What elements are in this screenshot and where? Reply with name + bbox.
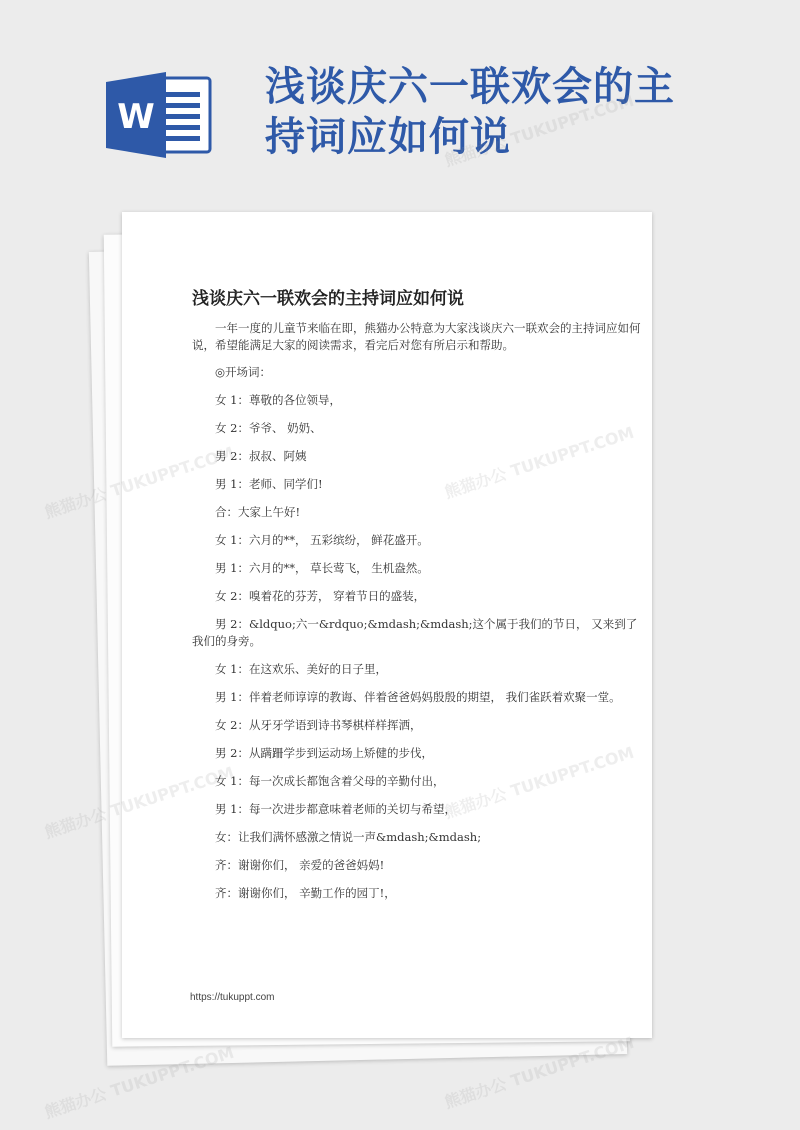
- script-line: 女：让我们满怀感激之情说一声&mdash;&mdash;: [215, 830, 482, 844]
- cover-title: 浅谈庆六一联欢会的主持词应如何说: [265, 64, 675, 160]
- script-line: 女 2：爷爷、 奶奶、: [215, 421, 322, 435]
- footer-url: https://tukuppt.com: [190, 992, 275, 1003]
- script-line: 女 1：在这欢乐、美好的日子里，: [215, 662, 387, 676]
- watermark: 熊猫办公 TUKUPPT.COM: [442, 1032, 637, 1113]
- watermark: 熊猫办公: [42, 484, 109, 523]
- watermark: 熊猫办公: [42, 804, 109, 843]
- document-page: [122, 212, 652, 1038]
- document-title: 浅谈庆六一联欢会的主持词应如何说: [192, 289, 464, 309]
- script-line: 男 1：伴着老师谆谆的教诲、伴着爸爸妈妈殷殷的期望， 我们雀跃着欢聚一堂。: [215, 690, 621, 704]
- script-line: 男 2：从蹒跚学步到运动场上矫健的步伐，: [215, 746, 433, 760]
- intro-paragraph: 一年一度的儿童节来临在即，熊猫办公特意为大家浅谈庆六一联欢会的主持词应如何说，希望能满足大家的阅读需求，看完后对您有所启示和帮助。: [192, 321, 641, 352]
- script-line: 齐：谢谢你们， 辛勤工作的园丁!，: [215, 886, 396, 900]
- script-line: 齐：谢谢你们， 亲爱的爸爸妈妈!: [215, 858, 385, 872]
- script-line: 男 2：&ldquo;六一&rdquo;&mdash;&mdash;这个属于我们的节日， 又来到了我们的身旁。: [192, 617, 638, 648]
- script-line: 男 1：六月的**， 草长莺飞， 生机盎然。: [215, 561, 429, 575]
- word-document-icon: [106, 70, 216, 160]
- script-line: 男 1：老师、同学们!: [215, 477, 323, 491]
- script-line: 男 1：每一次进步都意味着老师的关切与希望，: [215, 802, 456, 816]
- header-banner: [0, 0, 800, 200]
- script-line: 女 2：嗅着花的芬芳， 穿着节日的盛装，: [215, 589, 426, 603]
- watermark: 熊猫办公 TUKUPPT.COM: [42, 1042, 237, 1123]
- script-line: 合：大家上午好!: [215, 505, 301, 519]
- script-line: 女 2：从牙牙学语到诗书琴棋样样挥洒，: [215, 718, 422, 732]
- document-body: [192, 320, 642, 913]
- script-line: 女 1：尊敬的各位领导，: [215, 393, 341, 407]
- script-line: 女 1：每一次成长都饱含着父母的辛勤付出，: [215, 774, 445, 788]
- script-line: ◎开场词：: [215, 365, 272, 379]
- script-line: 女 1：六月的**， 五彩缤纷， 鲜花盛开。: [215, 533, 429, 547]
- script-line: 男 2：叔叔、阿姨: [215, 449, 307, 463]
- word-logo-letter: W: [117, 97, 155, 137]
- watermark: 熊猫办公 TUKUPPT.COM: [442, 90, 637, 171]
